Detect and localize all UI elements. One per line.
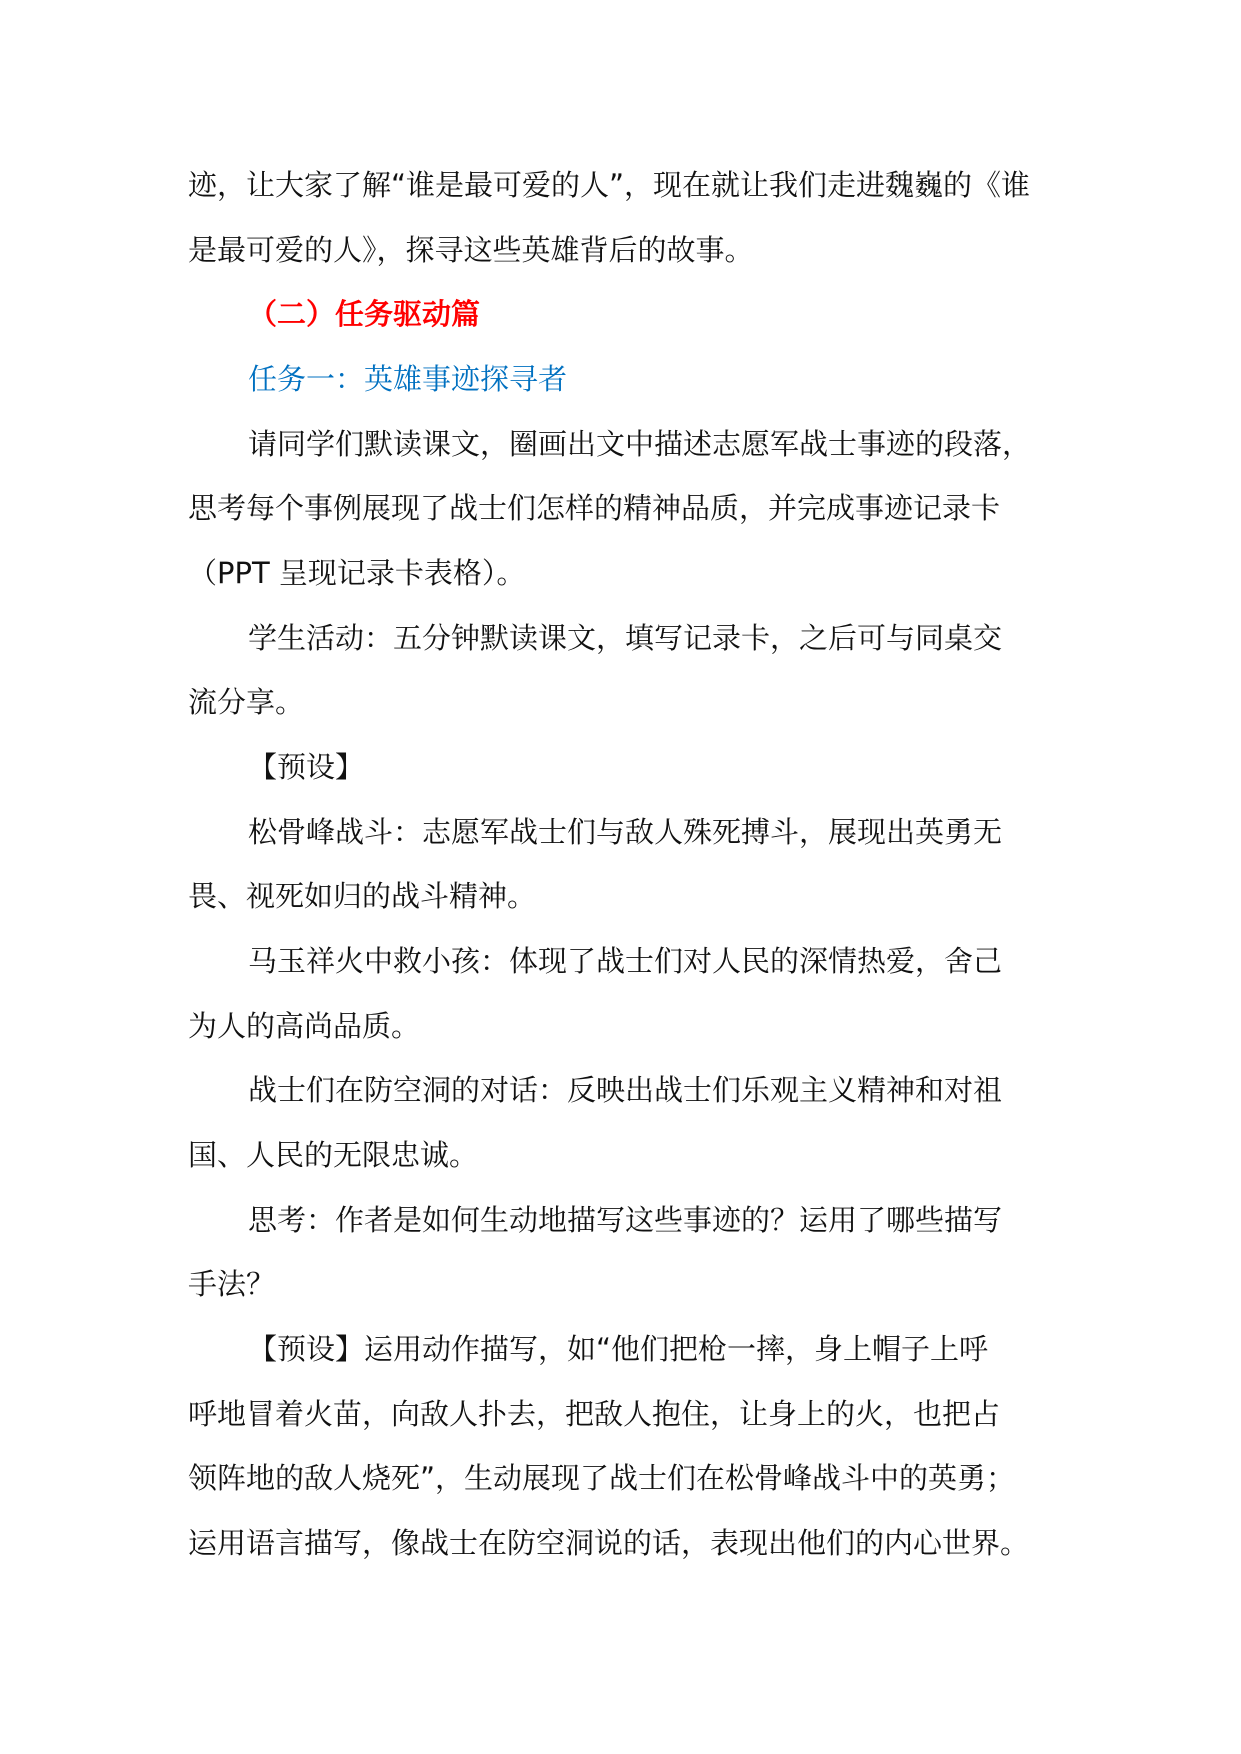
task-heading: 任务一：英雄事迹探寻者 [248,362,568,396]
paragraph-line: 运用语言描写，像战士在防空洞说的话，表现出他们的内心世界。 [188,1526,1030,1560]
paragraph-line: 思考每个事例展现了战士们怎样的精神品质，并完成事迹记录卡 [188,491,1001,525]
section-heading: （二）任务驱动篇 [248,297,481,331]
paragraph-line: 为人的高尚品质。 [188,1009,421,1043]
paragraph-line: 战士们在防空洞的对话：反映出战士们乐观主义精神和对祖 [248,1073,1003,1107]
paragraph-line: 思考：作者是如何生动地描写这些事迹的？运用了哪些描写 [248,1203,1003,1237]
paragraph-line: 领阵地的敌人烧死”，生动展现了战士们在松骨峰战斗中的英勇； [188,1461,1016,1495]
paragraph-line: 学生活动：五分钟默读课文，填写记录卡，之后可与同桌交 [248,621,1003,655]
paragraph-line: 请同学们默读课文，圈画出文中描述志愿军战士事迹的段落， [248,427,1032,461]
paragraph-line: 手法？ [188,1267,276,1301]
paragraph-line: 呼地冒着火苗，向敌人扑去，把敌人抱住，让身上的火，也把占 [188,1397,1001,1431]
paragraph-line: 畏、视死如归的战斗精神。 [188,879,537,913]
paragraph-line: 迹，让大家了解“谁是最可爱的人”，现在就让我们走进魏巍的《谁 [188,168,1031,202]
paragraph-line: 国、人民的无限忠诚。 [188,1138,479,1172]
paragraph-line: 是最可爱的人》，探寻这些英雄背后的故事。 [188,233,754,267]
preset-label: 【预设】 [248,750,365,784]
paragraph-line: （PPT 呈现记录卡表格）。 [188,556,526,590]
paragraph-line: 马玉祥火中救小孩：体现了战士们对人民的深情热爱，舍己 [248,944,1003,978]
paragraph-line: 流分享。 [188,685,305,719]
paragraph-line: 松骨峰战斗：志愿军战士们与敌人殊死搏斗，展现出英勇无 [248,815,1003,849]
paragraph-line: 【预设】运用动作描写，如“他们把枪一摔，身上帽子上呼 [248,1332,989,1366]
